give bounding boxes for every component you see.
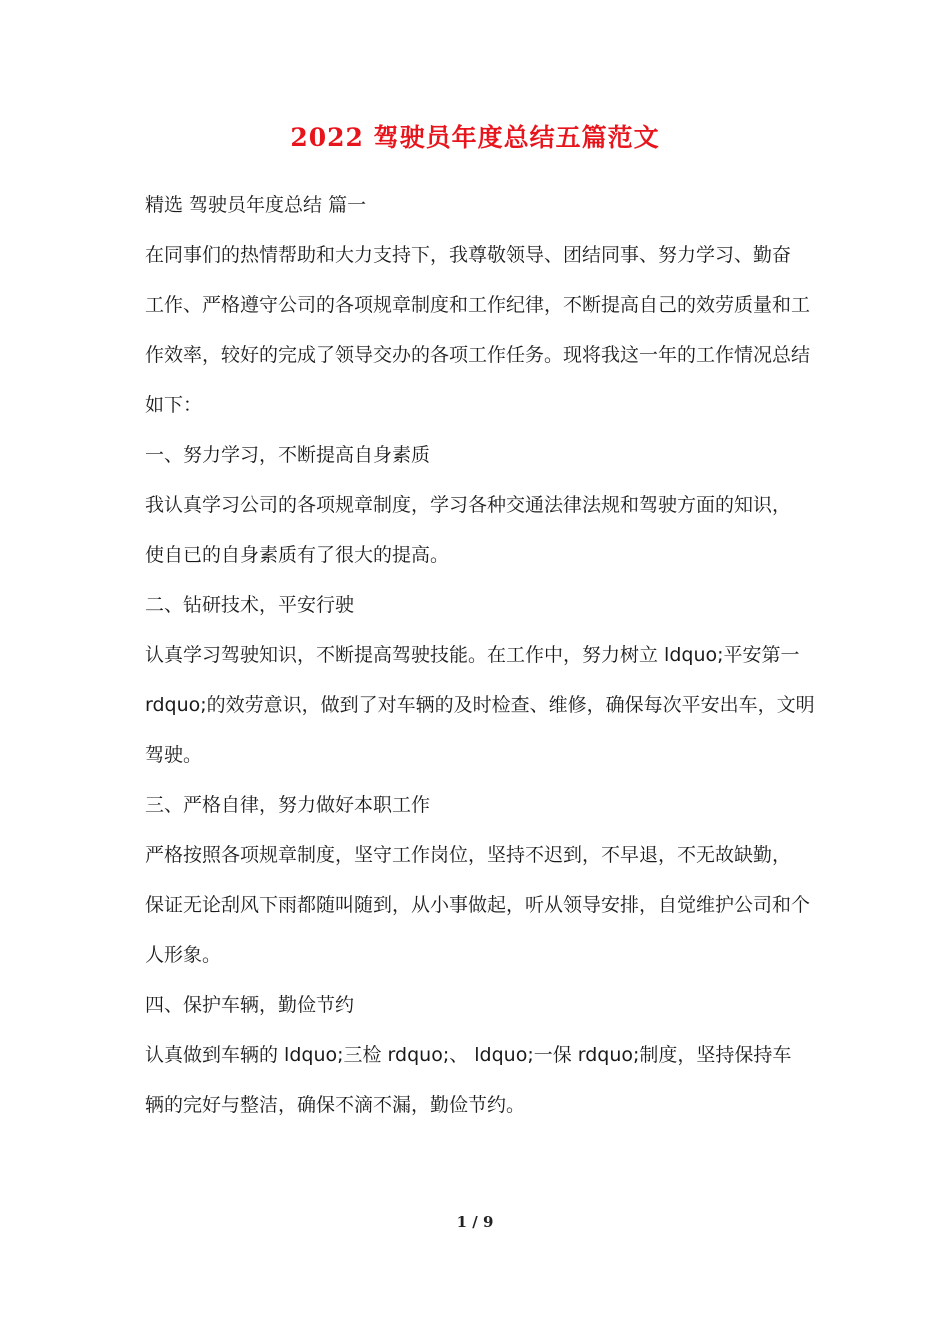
paragraph-line: 认真做到车辆的 ldquo;三检 rdquo;、 ldquo;一保 rdquo;制度，坚持保持车	[145, 1044, 792, 1066]
paragraph-line: 保证无论刮风下雨都随叫随到，从小事做起，听从领导安排，自觉维护公司和个	[145, 894, 811, 916]
paragraph-line: 我认真学习公司的各项规章制度，学习各种交通法律法规和驾驶方面的知识，	[145, 494, 792, 516]
paragraph-line: 工作、严格遵守公司的各项规章制度和工作纪律，不断提高自己的效劳质量和工	[145, 294, 811, 316]
subheading: 一、努力学习，不断提高自身素质	[145, 444, 431, 466]
paragraph-line: 辆的完好与整洁，确保不滴不漏，勤俭节约。	[145, 1094, 526, 1116]
paragraph-line: 严格按照各项规章制度，坚守工作岗位，坚持不迟到，不早退，不无故缺勤，	[145, 844, 792, 866]
subheading: 三、严格自律，努力做好本职工作	[145, 794, 431, 816]
document-title: 2022 驾驶员年度总结五篇范文	[290, 123, 660, 152]
paragraph-line: 驾驶。	[145, 744, 203, 766]
paragraph-line: 在同事们的热情帮助和大力支持下，我尊敬领导、团结同事、努力学习、勤奋	[145, 244, 792, 266]
document-body	[145, 180, 817, 1130]
section-heading: 精选 驾驶员年度总结 篇一	[145, 194, 367, 216]
paragraph-line: 认真学习驾驶知识，不断提高驾驶技能。在工作中，努力树立 ldquo;平安第一	[145, 644, 800, 666]
subheading: 四、保护车辆，勤俭节约	[145, 994, 355, 1016]
paragraph-line: 作效率，较好的完成了领导交办的各项工作任务。现将我这一年的工作情况总结	[145, 344, 811, 366]
paragraph-line: 使自已的自身素质有了很大的提高。	[145, 544, 450, 566]
paragraph-line: 人形象。	[145, 944, 222, 966]
paragraph-line: rdquo;的效劳意识，做到了对车辆的及时检查、维修，确保每次平安出车，文明	[145, 694, 815, 716]
subheading: 二、钻研技术，平安行驶	[145, 594, 355, 616]
page-number: 1 / 9	[456, 1213, 494, 1231]
paragraph-line: 如下：	[145, 394, 203, 416]
